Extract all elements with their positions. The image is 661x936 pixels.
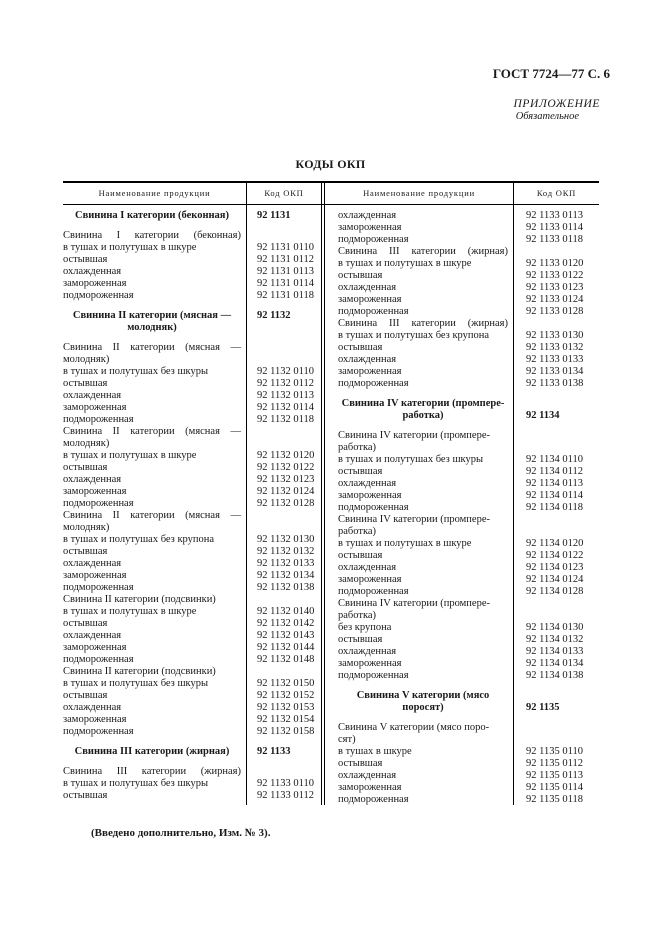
product-name: подмороженная: [338, 586, 409, 597]
table-row: [338, 354, 584, 366]
section-title: КОДЫ ОКП: [295, 157, 366, 171]
product-name: охлажденная: [63, 390, 122, 401]
okp-code: 92 1134 0114: [526, 490, 583, 501]
right-column: [338, 210, 584, 806]
okp-code: 92 1134 0124: [526, 574, 584, 585]
table-row: [63, 642, 315, 654]
product-name: остывшая: [63, 378, 108, 389]
product-name: замороженная: [63, 714, 127, 725]
table-row: [338, 658, 584, 670]
okp-code: 92 1132 0123: [257, 474, 315, 485]
table-row: [63, 746, 291, 758]
table-row: [63, 390, 314, 402]
table-row: [338, 318, 508, 330]
table-row: [338, 690, 508, 702]
table-row: [63, 354, 241, 366]
product-name: без крупона: [338, 622, 392, 633]
okp-code: 92 1132 0133: [257, 558, 315, 569]
okp-code: 92 1134 0110: [526, 454, 583, 465]
product-name: работка): [338, 442, 377, 453]
product-name: остывшая: [338, 758, 383, 769]
product-name: Свинина II категории (мясная —: [63, 510, 241, 521]
column-divider-3: [513, 183, 514, 805]
table-row: [338, 758, 583, 770]
product-name: замороженная: [338, 222, 402, 233]
okp-code: 92 1134 0134: [526, 658, 584, 669]
table-row: [63, 766, 241, 778]
table-row: [63, 414, 314, 426]
product-name: подмороженная: [338, 378, 409, 389]
header-name-left: Наименование продукции: [98, 188, 211, 198]
table-row: [63, 322, 241, 334]
okp-code: 92 1133 0133: [526, 354, 584, 365]
table-row: [338, 466, 583, 478]
table-row: [338, 398, 508, 410]
product-name: замороженная: [63, 402, 127, 413]
product-name: замороженная: [63, 642, 127, 653]
table-row: [63, 486, 315, 498]
okp-code: 92 1132 0113: [257, 390, 314, 401]
okp-code: 92 1132 0148: [257, 654, 315, 665]
okp-code: 92 1132 0143: [257, 630, 315, 641]
table-row: [338, 702, 560, 714]
okp-code: 92 1133 0110: [257, 778, 314, 789]
product-name: замороженная: [338, 782, 402, 793]
product-name: подмороженная: [63, 582, 134, 593]
product-name: Свинина IV категории (промпере-: [338, 514, 490, 525]
okp-code: 92 1135 0110: [526, 746, 583, 757]
table-row: [63, 290, 314, 302]
product-name: в тушах и полутушах в шкуре: [338, 538, 472, 549]
product-name: молодняк): [63, 354, 110, 365]
table-row: [338, 746, 583, 758]
okp-code: 92 1134 0138: [526, 670, 584, 681]
table-row: [338, 538, 584, 550]
product-name: подмороженная: [338, 234, 409, 245]
product-name: молодняк): [63, 438, 110, 449]
product-name: в тушах и полутушах в шкуре: [63, 450, 197, 461]
table-row: [338, 794, 583, 806]
table-row: [338, 210, 583, 222]
okp-code: 92 1132 0110: [257, 366, 314, 377]
okp-code: 92 1133 0138: [526, 378, 584, 389]
okp-code: 92 1132 0112: [257, 378, 314, 389]
product-name: сят): [338, 734, 356, 745]
table-row: [63, 618, 315, 630]
okp-code: 92 1132 0134: [257, 570, 315, 581]
table-row: [338, 770, 583, 782]
product-name: охлажденная: [338, 770, 397, 781]
okp-code: 92 1133 0122: [526, 270, 584, 281]
product-name: Свинина II категории (мясная —: [63, 426, 241, 437]
table-row: [338, 342, 584, 354]
product-name: в тушах и полутушах без крупона: [338, 330, 490, 341]
product-name: Свинина V категории (мясо поро-: [338, 722, 490, 733]
product-name: Свинина IV категории (промпере-: [338, 430, 490, 441]
okp-code: 92 1133 0130: [526, 330, 584, 341]
product-name: подмороженная: [63, 498, 134, 509]
okp-code: 92 1133 0112: [257, 790, 314, 801]
table-row: [338, 430, 508, 442]
table-row: [63, 678, 315, 690]
table-row: [338, 378, 584, 390]
product-name: замороженная: [338, 366, 402, 377]
okp-code: 92 1134 0122: [526, 550, 584, 561]
product-name: поросят): [402, 702, 444, 713]
okp-code: 92 1131 0112: [257, 254, 314, 265]
table-row: [338, 270, 584, 282]
product-name: работка): [338, 610, 377, 621]
product-name: Свинина II категории (подсвинки): [63, 594, 216, 605]
product-name: работка): [338, 526, 377, 537]
table-row: [338, 634, 584, 646]
okp-code: 92 1132 0153: [257, 702, 315, 713]
table-row: [63, 546, 315, 558]
table-row: [63, 654, 315, 666]
table-row: [338, 622, 584, 634]
table-row: [63, 522, 241, 534]
product-name: замороженная: [63, 570, 127, 581]
table-row: [63, 666, 241, 678]
product-name: остывшая: [63, 254, 108, 265]
okp-code: 92 1134 0133: [526, 646, 584, 657]
table-row: [338, 234, 583, 246]
product-name: в тушах в шкуре: [338, 746, 412, 757]
okp-code: 92 1133: [257, 746, 291, 757]
appendix-label: ПРИЛОЖЕНИЕ: [513, 98, 600, 110]
product-name: в тушах и полутушах без шкуры: [63, 678, 209, 689]
okp-code: 92 1132 0140: [257, 606, 315, 617]
table-row: [63, 690, 315, 702]
okp-code: 92 1133 0120: [526, 258, 584, 269]
table-row: [63, 438, 241, 450]
okp-code: 92 1132 0118: [257, 414, 314, 425]
okp-code: 92 1132 0114: [257, 402, 314, 413]
table-row: [338, 306, 584, 318]
table-row: [338, 478, 583, 490]
product-name: подмороженная: [338, 306, 409, 317]
table-row: [63, 570, 315, 582]
table-row: [63, 534, 315, 546]
product-name: Свинина II категории (подсвинки): [63, 666, 216, 677]
table-row: [63, 426, 241, 438]
product-name: Свинина III категории (жирная): [74, 746, 230, 757]
product-name: остывшая: [338, 466, 383, 477]
product-name: Свинина I категории (беконная): [74, 210, 229, 221]
product-name: остывшая: [63, 790, 108, 801]
column-divider-1: [246, 183, 247, 805]
table-row: [338, 586, 584, 598]
table-row: [338, 490, 583, 502]
okp-code: 92 1135: [526, 702, 560, 713]
okp-code: 92 1133 0128: [526, 306, 584, 317]
product-name: подмороженная: [63, 290, 134, 301]
product-name: остывшая: [338, 634, 383, 645]
product-name: охлажденная: [63, 266, 122, 277]
product-name: Свинина III категории (жирная): [338, 318, 508, 329]
table-row: [63, 630, 315, 642]
table-row: [63, 278, 314, 290]
product-name: охлажденная: [63, 702, 122, 713]
product-name: Свинина III категории (жирная): [338, 246, 508, 257]
table-row: [338, 222, 583, 234]
page-header-title: ГОСТ 7724—77 С. 6: [492, 66, 610, 81]
okp-code: 92 1134 0112: [526, 466, 583, 477]
table-row: [338, 574, 584, 586]
okp-code: 92 1132 0154: [257, 714, 315, 725]
okp-code: 92 1133 0134: [526, 366, 584, 377]
header-code-right: Код ОКП: [536, 188, 577, 198]
product-name: остывшая: [63, 462, 108, 473]
table-row: [63, 266, 314, 278]
product-name: замороженная: [63, 486, 127, 497]
okp-code: 92 1135 0118: [526, 794, 583, 805]
okp-code: 92 1132: [257, 310, 291, 321]
okp-code: 92 1132 0120: [257, 450, 315, 461]
table-row: [63, 714, 315, 726]
okp-code: 92 1132 0132: [257, 546, 315, 557]
okp-code: 92 1132 0142: [257, 618, 315, 629]
product-name: в тушах и полутушах без шкуры: [63, 366, 209, 377]
product-name: в тушах и полутушах в шкуре: [63, 242, 197, 253]
product-name: подмороженная: [338, 502, 409, 513]
table-row: [63, 230, 241, 242]
table-row: [338, 734, 508, 746]
okp-code: 92 1131 0110: [257, 242, 314, 253]
table-row: [338, 258, 584, 270]
table-row: [338, 550, 584, 562]
product-name: замороженная: [338, 658, 402, 669]
product-name: в тушах и полутушах без шкуры: [338, 454, 484, 465]
okp-code: 92 1132 0128: [257, 498, 315, 509]
table-row: [338, 330, 584, 342]
product-name: охлажденная: [338, 478, 397, 489]
product-name: Свинина II категории (мясная —: [72, 310, 232, 321]
okp-code: 92 1132 0158: [257, 726, 315, 737]
header-name-right: Наименование продукции: [363, 188, 475, 198]
okp-code: 92 1133 0114: [526, 222, 583, 233]
product-name: охлажденная: [338, 282, 397, 293]
okp-code: 92 1132 0152: [257, 690, 315, 701]
table-row: [338, 562, 584, 574]
okp-code: 92 1134 0128: [526, 586, 584, 597]
table-row: [338, 782, 583, 794]
okp-code: 92 1133 0123: [526, 282, 584, 293]
product-name: замороженная: [63, 278, 127, 289]
okp-code: 92 1134 0113: [526, 478, 583, 489]
product-name: молодняк): [63, 522, 110, 533]
product-name: охлажденная: [63, 630, 122, 641]
table-row: [63, 450, 315, 462]
product-name: подмороженная: [63, 726, 134, 737]
okp-code: 92 1132 0150: [257, 678, 315, 689]
table-row: [338, 502, 583, 514]
okp-code: 92 1131: [257, 210, 291, 221]
okp-code: 92 1132 0144: [257, 642, 315, 653]
table-row: [63, 462, 315, 474]
table-row: [338, 646, 584, 658]
product-name: подмороженная: [63, 414, 134, 425]
column-divider-center-a: [321, 183, 322, 805]
product-name: остывшая: [338, 342, 383, 353]
table-row: [338, 366, 584, 378]
product-name: молодняк): [127, 322, 177, 333]
product-name: остывшая: [338, 270, 383, 281]
appendix-sublabel: Обязательное: [515, 111, 579, 122]
okp-code: 92 1132 0138: [257, 582, 315, 593]
table-row: [338, 294, 584, 306]
table-row: [63, 558, 315, 570]
table-row: [338, 454, 583, 466]
product-name: в тушах и полутушах в шкуре: [63, 606, 197, 617]
product-name: подмороженная: [63, 654, 134, 665]
table-row: [338, 722, 508, 734]
table-row: [63, 310, 291, 322]
table-row: [338, 442, 508, 454]
product-name: замороженная: [338, 574, 402, 585]
okp-code: 92 1131 0118: [257, 290, 314, 301]
product-name: охлажденная: [338, 354, 397, 365]
product-name: работка): [402, 410, 444, 421]
header-code-left: Код ОКП: [264, 188, 304, 198]
okp-code: 92 1132 0124: [257, 486, 315, 497]
product-name: замороженная: [338, 490, 402, 501]
table-row: [63, 510, 241, 522]
product-name: Свинина II категории (мясная —: [63, 342, 241, 353]
okp-code: 92 1133 0124: [526, 294, 584, 305]
table-row: [63, 210, 291, 222]
table-row: [63, 498, 315, 510]
product-name: Свинина III категории (жирная): [63, 766, 241, 777]
okp-code: 92 1133 0118: [526, 234, 583, 245]
okp-code: 92 1134 0132: [526, 634, 584, 645]
table-row: [338, 526, 508, 538]
table-row: [63, 582, 315, 594]
product-name: охлажденная: [338, 646, 397, 657]
table-row: [63, 726, 315, 738]
okp-code: 92 1133 0113: [526, 210, 583, 221]
table-row: [338, 282, 584, 294]
table-top-rule: [63, 181, 599, 183]
product-name: охлажденная: [63, 474, 122, 485]
okp-code: 92 1131 0113: [257, 266, 314, 277]
product-name: охлажденная: [338, 210, 397, 221]
product-name: Свинина IV категории (промпере-: [341, 398, 505, 409]
product-name: замороженная: [338, 294, 402, 305]
table-row: [63, 474, 315, 486]
okp-code: 92 1133 0132: [526, 342, 584, 353]
product-name: остывшая: [63, 546, 108, 557]
table-row: [63, 778, 314, 790]
product-name: остывшая: [338, 550, 383, 561]
product-name: Свинина I категории (беконная): [63, 230, 241, 241]
table-row: [63, 254, 314, 266]
product-name: остывшая: [63, 690, 108, 701]
table-row: [338, 410, 560, 422]
column-divider-center-b: [324, 183, 325, 805]
product-name: Свинина IV категории (промпере-: [338, 598, 490, 609]
okp-code: 92 1131 0114: [257, 278, 314, 289]
product-name: подмороженная: [338, 670, 409, 681]
table-header-rule: [63, 204, 599, 205]
table-row: [63, 378, 314, 390]
table-row: [63, 594, 241, 606]
okp-code: 92 1134: [526, 410, 560, 421]
okp-code: 92 1132 0122: [257, 462, 315, 473]
table-row: [63, 366, 314, 378]
product-name: остывшая: [63, 618, 108, 629]
table-row: [63, 342, 241, 354]
product-name: Свинина V категории (мясо: [356, 690, 490, 701]
table-row: [338, 514, 508, 526]
footnote: (Введено дополнительно, Изм. № 3).: [91, 827, 271, 839]
product-name: в тушах и полутушах без крупона: [63, 534, 215, 545]
okp-code: 92 1134 0130: [526, 622, 584, 633]
table-row: [63, 606, 315, 618]
okp-code: 92 1132 0130: [257, 534, 315, 545]
product-name: в тушах и полутушах без шкуры: [63, 778, 209, 789]
product-name: в тушах и полутушах в шкуре: [338, 258, 472, 269]
table-row: [338, 598, 508, 610]
product-name: охлажденная: [63, 558, 122, 569]
okp-code: 92 1134 0120: [526, 538, 584, 549]
okp-code: 92 1135 0114: [526, 782, 583, 793]
table-row: [63, 790, 314, 802]
table-row: [338, 246, 508, 258]
okp-code: 92 1135 0113: [526, 770, 583, 781]
table-row: [338, 670, 584, 682]
left-column: [63, 210, 315, 802]
okp-code: 92 1134 0123: [526, 562, 584, 573]
table-row: [338, 610, 508, 622]
okp-code: 92 1134 0118: [526, 502, 583, 513]
product-name: охлажденная: [338, 562, 397, 573]
okp-code: 92 1135 0112: [526, 758, 583, 769]
table-row: [63, 242, 314, 254]
table-row: [63, 402, 314, 414]
table-row: [63, 702, 315, 714]
product-name: подмороженная: [338, 794, 409, 805]
